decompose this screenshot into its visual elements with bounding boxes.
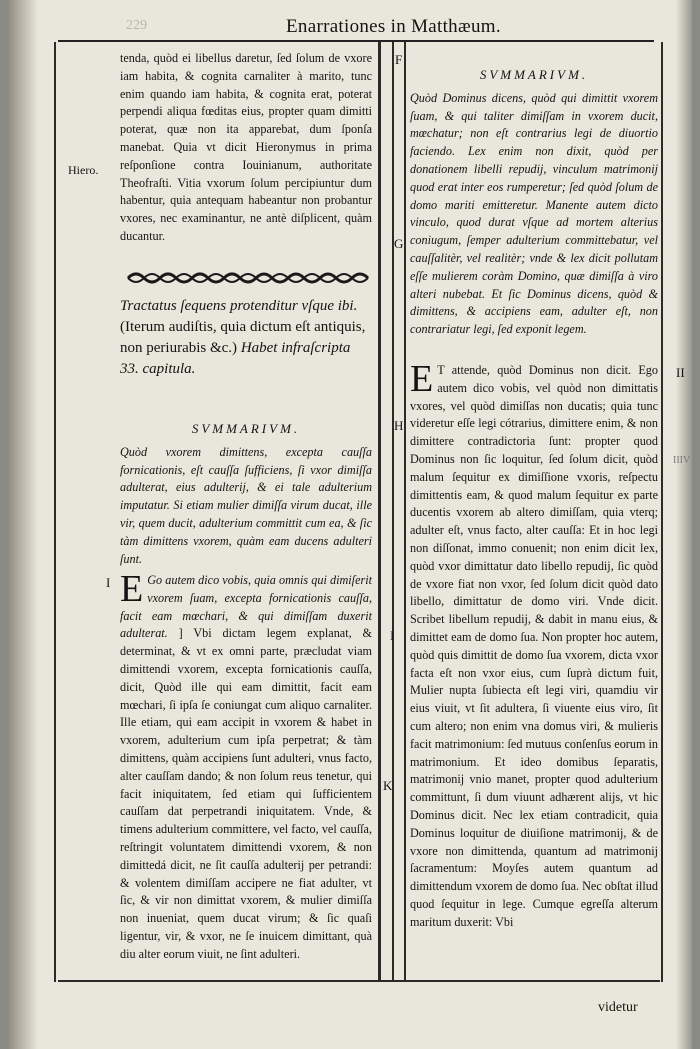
stray-margin-mark: IIIV: [673, 455, 691, 466]
summarium-title: SVMMARIVM.: [191, 421, 301, 436]
left-column: [120, 50, 372, 246]
tractatus-italic: Tractatus ſequens protenditur vſque ibi.: [120, 298, 358, 314]
frame-bottom-rule: [58, 980, 660, 982]
summarium-text: Quòd vxorem dimittens, excepta cauſſa fornicationis, eſt cauſſa ſufficiens, ſi vxor dimiſſa adulterat, eius adulterij, & ei tale adulterium imputatur. Si etiam mulier dimiſſa virum ducat, ille vir, quem ducit, adulterium committit cum ea, & ſic tàm dimittens vxorem, quàm eam ducens adulteri ſunt.: [120, 444, 372, 566]
page-number-ghost: 229: [126, 18, 147, 33]
column-divider-rule: [392, 42, 394, 980]
section-letter-i-left: I: [106, 575, 111, 590]
page-edge-shadow: [676, 0, 692, 1049]
tractatus-end: Habet infraſcripta 33. capitula.: [120, 340, 351, 377]
column-divider-rule: [378, 42, 381, 980]
book-page: [8, 0, 692, 1049]
left-commentary: [120, 568, 373, 964]
left-paragraph-1: tenda, quòd ei libellus daretur, ſed ſolum de vxore iam habita, & cognita carnaliter à marito, tunc enim quando iam habita, & cognita erat, poterat perpendi aliqua fœditas eius, propter quam dimitti poterat, quæ non ita apparebat, dum ſponſa manebat. Quia vt dicit Hieronymus in prima reſponſione contra Iouinianum, authoritate Theofraſti. Vitia vxorum ſolum percipiuntur dum habentur, quia antequam habeantur non probantur vxores, nec examinantur, ne antè diſplicent, quàm ducantur.: [120, 51, 372, 243]
commentary-text: T attende, quòd Dominus non dicit. Ego autem dico vobis, vel quòd non dimittatis vxores, vel quòd dimiſſas non ducatis; quia tunc videretur eſſe legi cótrarius, dimittere enim, & non dimittere contradictoria ſunt: propter quod Dominus non ſic loquitur, ſed ſolum dicit, quòd malum ſequitur ex dimiſſione vxoris, reſpectu dimittentis eam, & quod malum ſequitur ex parte ducentis vxorem ab altero dimiſſam, quia vterq; adulter eſt, vnus facto, alter cauſſa: Et in hoc legi non diſſonat, immo conuenit; non enim dicit lex, quòd vxor dimittatur dato libello repudij, ſic quòd de vxore fiat non vxor, ſed ſolum dicit quòd dato libello, dimittatur de domo viri. Vnde dicit. Scribet libellum repudij, & dabit in manu eius, & dimittet eam de domo ſua. Non propter hoc autem, quòd quis dimittit de domo ſua vxorem, dicta vxor facta eſt non vxor eius, cum ſuprà dictum fuit, Mulier nupta ſubiecta eſt legi viri, quamdiu vir eius viuit, vt ſit adultera, ſi viuente eius viro, ſit cum altero; non enim vna domus viri, & mulieris facit matrimonium: ſed mutuus conſenſus eorum in matrimonium. Et ideo domibus ſeparatis, matrimonij vnio manet, propter quod adulterium committunt, ſi dum viuunt adhærent alijs, vt hic Dominus dicit. Nec lex etiam contradicit, quia Dominus loquitur de diuiſione matrimonij, & de vxore non dimittenda, quantum ad matrimonij ſacramentum: Moyſes autem quantum ad dimittendum vxorem de domo ſua. Nec obſtat illud quod ſequitur in lege. Cumque egreſſa alterum maritum duxerit: Vbi: [410, 363, 658, 929]
column-divider-rule: [404, 42, 406, 980]
summarium-text: Quòd Dominus dicens, quòd qui dimittit vxorem ſuam, & qui taliter dimiſſam in vxorem ducit, mœchatur; non eſt contrarius legi de diuortio faciendo. Lex enim non dixit, quòd per donationem libelli repudij, vinculum matrimonij quod erat inter eos rumperetur; ſed quòd ſolum de domo mariti emitteretur. Manente autem dicto vinculo, quod durat vſque ad mortem alterius coniugum, ſemper adulterium committebatur, vel cauſſalitèr, vel realitèr; vnde & lex dicit pollutam eſſe mulierem coràm Domino, quæ dimiſſa à viro alteri nubebat. Et ſic Dominus dicens, quòd & dimittens, & accipiens eam, adulter eſt, non contrariatur legi, ſed exponit legem.: [410, 90, 658, 337]
section-letter-f: F: [395, 52, 403, 67]
catchword: videtur: [598, 1000, 638, 1015]
right-summarium: [410, 66, 658, 339]
section-letter-i-mid: I: [390, 628, 395, 643]
left-summarium: [120, 420, 372, 568]
header-rule: [58, 40, 654, 42]
lemma-text: Go autem dico vobis, quia omnis qui dimiſerit vxorem ſuam, excepta fornicationis cauſſa, facit eam mœchari, & qui dimiſſam duxerit adulterat.: [120, 573, 372, 641]
right-commentary: [410, 358, 658, 932]
running-title: Enarrationes in Matthæum.: [286, 16, 501, 37]
drop-cap: E: [120, 568, 144, 610]
section-letter-h: H: [394, 418, 404, 433]
page-gutter-shadow: [8, 0, 38, 1049]
margin-note-hiero: Hiero.: [68, 163, 99, 177]
section-letter-g: G: [394, 236, 404, 251]
drop-cap: E: [410, 358, 434, 400]
summarium-title: SVMMARIVM.: [479, 67, 589, 82]
frame-right-rule: [661, 42, 663, 982]
tractatus-block: [120, 296, 372, 380]
tractatus-roman: (Iterum audiſtis, quia dictum eſt antiquis, non periurabis &c.): [120, 319, 366, 356]
section-letter-k: K: [383, 778, 393, 793]
commentary-text: ] Vbi dictam legem explanat, & determinat, & vt ex omni parte, præcludat viam dimittendi vxorem, excepta fornicationis cauſſa, dicit, Quòd ille qui eam dimittit, facit eam mœchari, ſi ipſa ſe coniungat cum aliquo carnaliter. Ille etiam, qui eam accipit in vxorem & habet in vxorem, adulterium cum ipſa perpetrat; & tàm dimittens, quàm accipiens ſunt adulteri, vnus facto, alter cauſſam dando; & non ſolum reus tenetur, qui facit iniquitatem, ſed etiam qui ſufficientem cauſſam dat perpetrandi iniquitatem. Vnde, & timens adulterium committere, vel facto, vel cauſſa, reſtringit voluntatem dimittendi vxorem, & non dimittedá dicit, ne ſit cauſſa adulterij per petrandi: & volentem dimiſſam accipere ne fiat adulter, vt ſic, & vir non dimittat vxorem, & mulier dimiſſa non inueniat, quem ducat virum; & ſic quaſi ligentur, vir, & vxor, ne ſe inuicem dimittant, quà diu alter eorum viuit, ne ſint adulteri.: [120, 626, 373, 961]
frame-left-rule: [54, 42, 56, 982]
section-letter-ii: II: [676, 365, 685, 380]
ornament-band: [126, 270, 372, 286]
